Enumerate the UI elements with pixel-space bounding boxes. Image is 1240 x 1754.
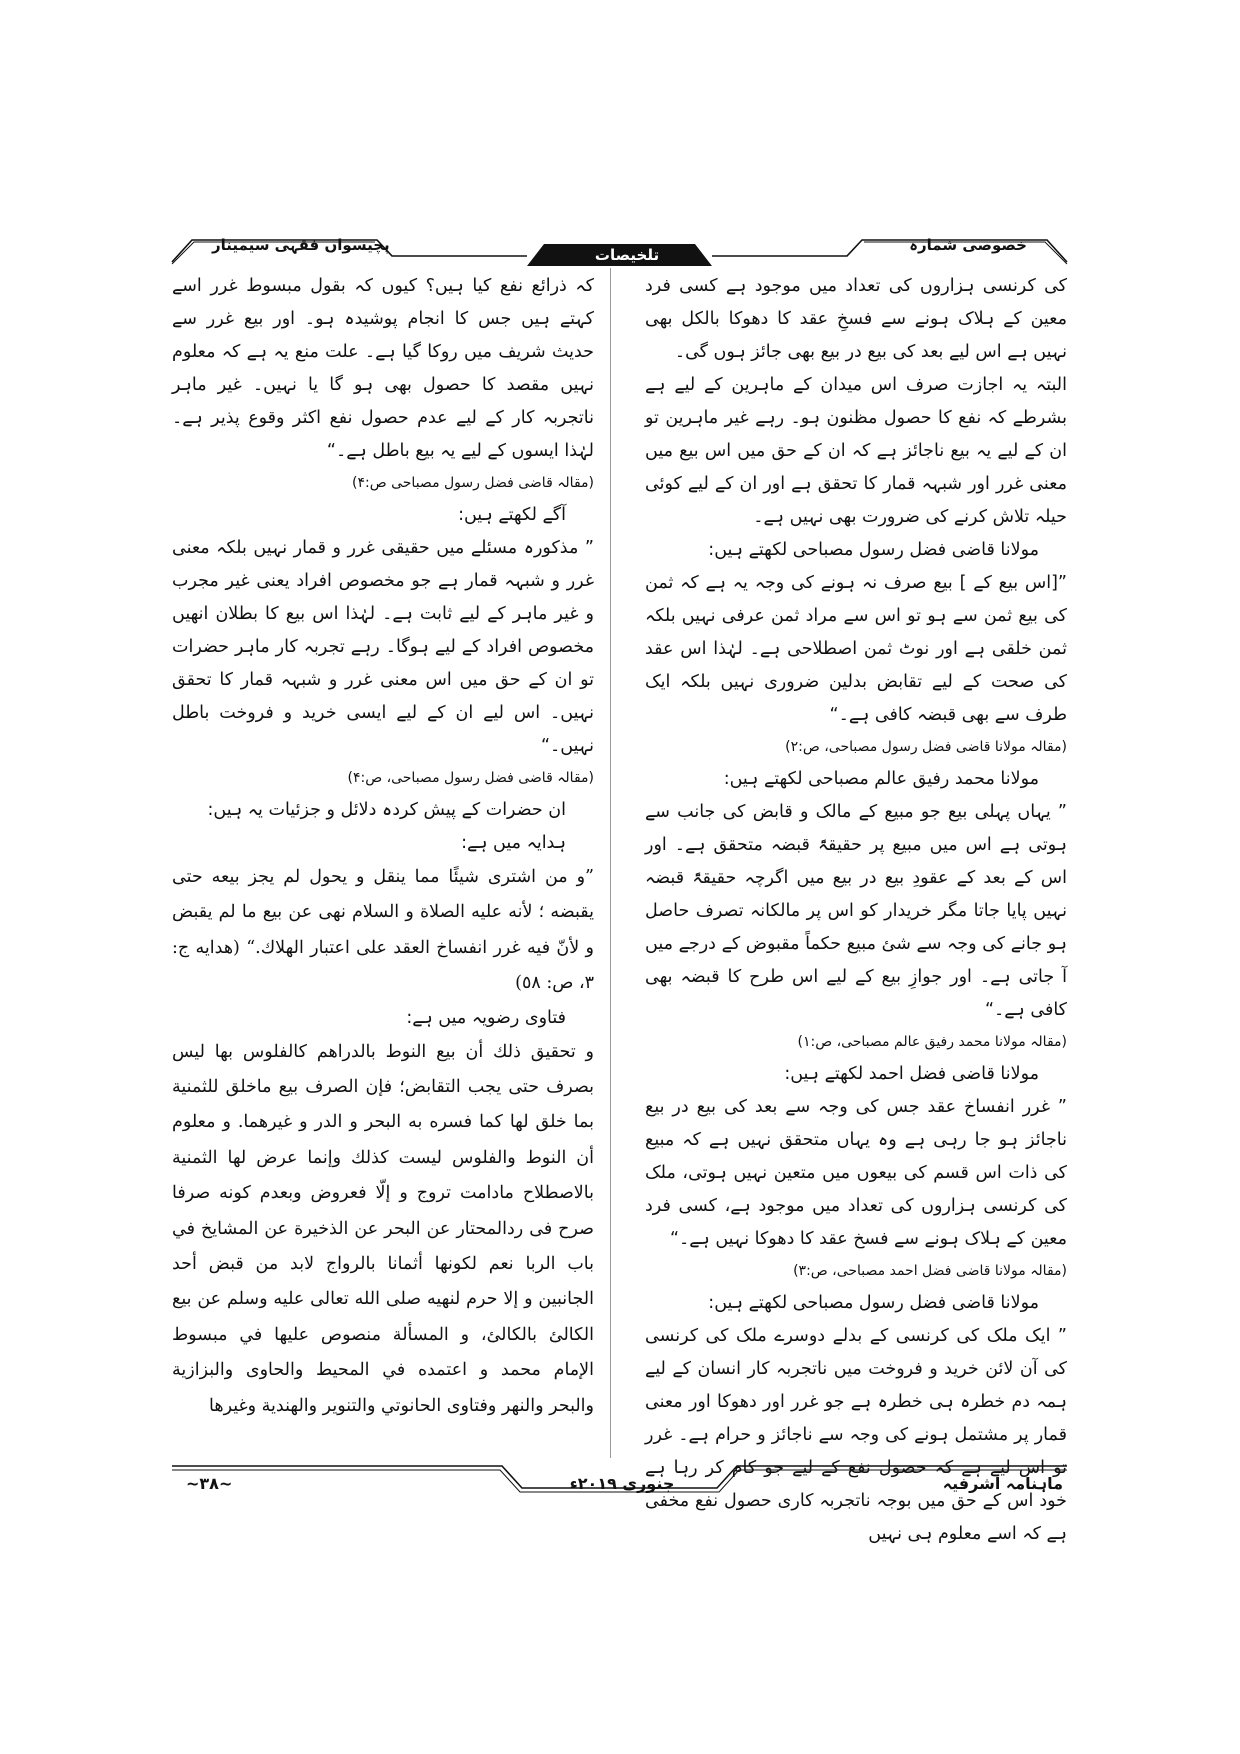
arabic-quotation: ”و من اشترى شيئًا مما ينقل و يحول لم يجز بيعه حتى يقبضه ؛ لأنه عليه الصلاة و السلام نهى عن بيع ما لم يقبض و لأنّ فيه غرر انفساخ العقد على اعتبار الهلاك.“ (هدايه ج: ٣، ص: ٥٨) — [172, 867, 594, 994]
quotation: ” مذکورہ مسئلے میں حقیقی غرر و قمار نہیں بلکہ معنی غرر و شبہہ قمار ہے جو مخصوص افراد یعنی غیر مجرب و غیر ماہر کے لیے ثابت ہے۔ لہٰذا اس بیع کا بطلان انھیں مخصوص افراد کے لیے ہوگا۔ رہے تجربہ کار ماہر حضرات تو ان کے حق میں اس معنی غرر و شبہہ قمار کا تحقق نہیں۔ اس لیے ان کے لیے ایسی خرید و فروخت باطل نہیں۔“ — [172, 538, 594, 756]
author-heading: مولانا قاضی فضل رسول مصباحی لکھتے ہیں: — [708, 540, 1039, 560]
page-header — [172, 226, 1067, 266]
author-heading: مولانا قاضی فضل رسول مصباحی لکھتے ہیں: — [708, 1293, 1039, 1313]
source-heading: ہدایہ میں ہے: — [461, 833, 566, 853]
section-title-right: خصوصی شمارہ — [909, 236, 1027, 254]
page-number: ~۳۸~ — [186, 1474, 233, 1493]
citation: (مقالہ مولانا قاضی فضل رسول مصباحی، ص:۲) — [785, 739, 1067, 755]
section-title-left: پچیسواں فقہی سیمینار — [212, 236, 390, 254]
citation: (مقالہ قاضی فضل رسول مصباحی ص:۴) — [352, 475, 594, 491]
citation: (مقالہ قاضی فضل رسول مصباحی، ص:۴) — [347, 770, 594, 786]
source-heading: فتاوی رضویہ میں ہے: — [406, 1007, 566, 1028]
section-title-center: تلخیصات — [594, 246, 660, 264]
subheading: ان حضرات کے پیش کردہ دلائل و جزئیات یہ ہیں: — [207, 800, 566, 820]
paragraph: کی کرنسی ہزاروں کی تعداد میں موجود ہے کسی فرد معین کے ہلاک ہونے سے فسخِ عقد کا دھوکا بالکل بھی نہیں ہے اس لیے بعد کی بیع در بیع بھی جائز ہوں گی۔ — [645, 276, 1067, 362]
arabic-quotation: و تحقيق ذلك أن بيع النوط بالدراهم كالفلوس بها ليس بصرف حتى يجب التقابض؛ فإن الصرف بيع ماخلق للثمنية بما خلق لها كما فسره به البحر و الدر و غيرهما. و معلوم أن النوط والفلوس ليست كذلك وإنما عرض لها الثمنية بالاصطلاح مادامت تروج و إلّا فعروض وبعدم كونه صرفا صرح فى ردالمحتار عن البحر عن الذخيرة عن المشايخ في باب الربا نعم لكونها أثمانا بالرواج لابد من قبض أحد الجانبين و إلا حرم لنهيه صلى الله تعالى عليه وسلم عن بيع الكالئ بالكالئ، و المسألة منصوص عليها في مبسوط الإمام محمد و اعتمده في المحيط والحاوى والبزازية والبحر والنهر وفتاوى الحانوتي والتنوير والهندية وغيرها — [172, 1041, 594, 1416]
quotation: ” غرر انفساخ عقد جس کی وجہ سے بعد کی بیع در بیع ناجائز ہو جا رہی ہے وہ یہاں متحقق نہیں ہے کہ مبیع کی ذات اس قسم کی بیعوں میں متعین نہیں ہوتی، ملک کی کرنسی ہزاروں کی تعداد میں موجود ہے، کسی فرد معین کے ہلاک ہونے سے فسخ عقد کا دھوکا نہیں ہے۔“ — [645, 1097, 1067, 1249]
magazine-name: ماہنامہ اشرفیہ — [942, 1474, 1063, 1493]
paragraph: کہ ذرائع نفع کیا ہیں؟ کیوں کہ بقول مبسوط غرر اسے کہتے ہیں جس کا انجام پوشیدہ ہو۔ اور بیع غرر سے حدیث شریف میں روکا گیا ہے۔ علت منع یہ ہے کہ معلوم نہیں مقصد کا حصول بھی ہو گا یا نہیں۔ غیر ماہر ناتجربہ کار کے لیے عدم حصول نفع اکثر وقوع پذیر ہے۔ لہٰذا ایسوں کے لیے یہ بیع باطل ہے۔“ — [172, 276, 594, 461]
citation: (مقالہ مولانا محمد رفیق عالم مصباحی، ص:۱) — [797, 1034, 1067, 1050]
subheading: آگے لکھتے ہیں: — [458, 505, 566, 525]
author-heading: مولانا محمد رفیق عالم مصباحی لکھتے ہیں: — [723, 769, 1039, 789]
paragraph: البتہ یہ اجازت صرف اس میدان کے ماہرین کے لیے ہے بشرطے کہ نفع کا حصول مظنون ہو۔ رہے غیر ماہرین تو ان کے لیے یہ بیع ناجائز ہے کہ ان کے حق میں اس بیع میں معنی غرر اور شبہہ قمار کا تحقق ہے اور ان کے لیے کوئی حیلہ تلاش کرنے کی ضرورت بھی نہیں ہے۔ — [645, 375, 1067, 527]
left-column — [172, 270, 594, 1460]
quotation: ” یہاں پہلی بیع جو مبیع کے مالک و قابض کی جانب سے ہوتی ہے اس میں مبیع پر حقیقۃً قبضہ متحقق ہے۔ اور اس کے بعد کے عقودِ بیع در بیع میں اگرچہ حقیقۃً قبضہ نہیں پایا جاتا مگر خریدار کو اس پر مالکانہ تصرف حاصل ہو جانے کی وجہ سے شئ مبیع حکماً مقبوض کے درجے میں آ جاتی ہے۔ اور جوازِ بیع کے لیے اس طرح کا قبضہ بھی کافی ہے۔“ — [645, 802, 1067, 1020]
citation: (مقالہ مولانا قاضی فضل احمد مصباحی، ص:۳) — [793, 1263, 1067, 1279]
issue-date: جنوری ۲۰۱۹ء — [569, 1474, 675, 1493]
quotation: ” ایک ملک کی کرنسی کے بدلے دوسرے ملک کی کرنسی کی آن لائن خرید و فروخت میں ناتجربہ کار انسان کے لیے ہمہ دم خطرہ ہی خطرہ ہے جو غرر اور دھوکا اور معنی قمار پر مشتمل ہونے کی وجہ سے ناجائز و حرام ہے۔ غرر تو اس لیے ہے کہ حصول نفع کے لیے جو کام کر رہا ہے خود اس کے حق میں بوجہ ناتجربہ کاری حصول نفع مخفی ہے کہ اسے معلوم ہی نہیں — [645, 1326, 1067, 1544]
page-footer — [172, 1462, 1067, 1506]
quotation: ”[اس بیع کے ] بیع صرف نہ ہونے کی وجہ یہ ہے کہ ثمن کی بیع ثمن سے ہو تو اس سے مراد ثمن عرفی نہیں بلکہ ثمن خلقی ہے اور نوٹ ثمن اصطلاحی ہے۔ لہٰذا اس عقد کی صحت کے لیے تقابض بدلین ضروری نہیں بلکہ ایک طرف سے بھی قبضہ کافی ہے۔“ — [645, 573, 1067, 725]
author-heading: مولانا قاضی فضل احمد لکھتے ہیں: — [784, 1064, 1039, 1084]
